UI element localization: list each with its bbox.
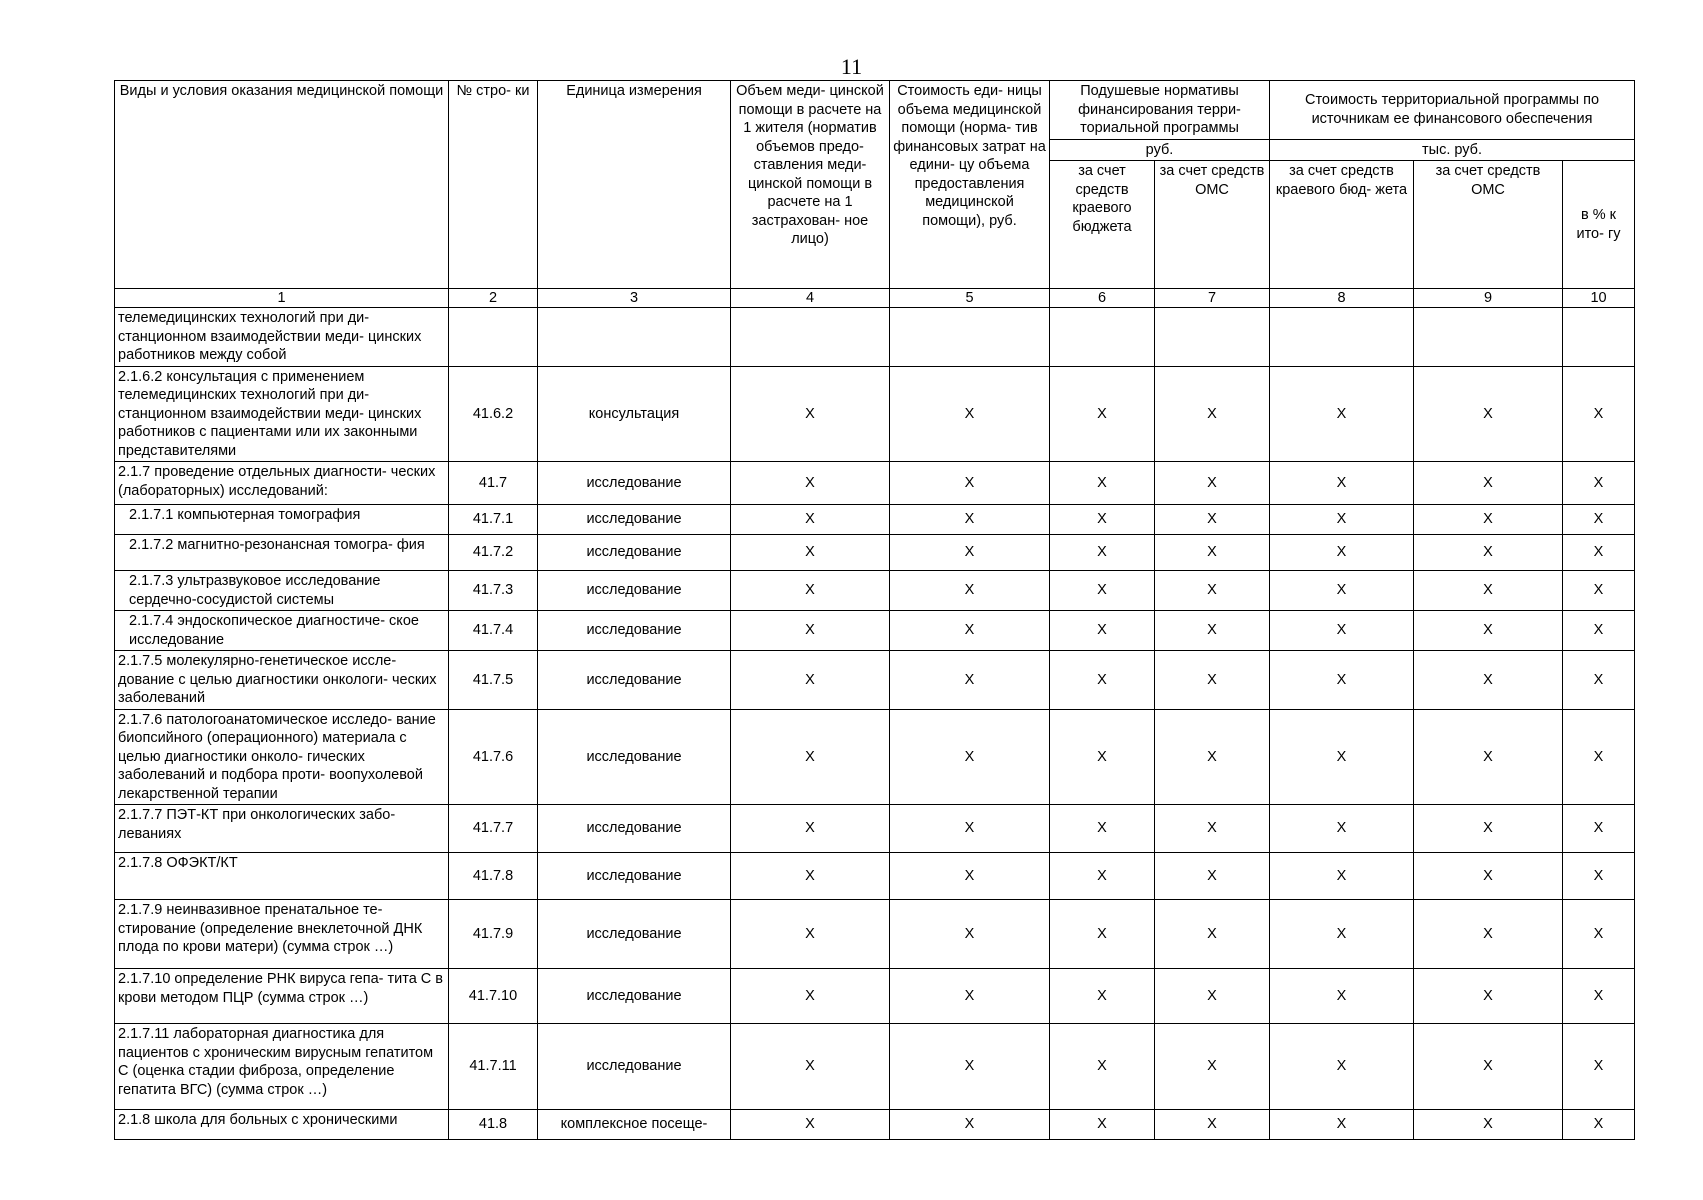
row-value-cell: X bbox=[1414, 571, 1563, 611]
row-value-cell: X bbox=[1155, 1110, 1270, 1140]
row-value-cell: X bbox=[1050, 505, 1155, 535]
row-value-cell: X bbox=[731, 853, 890, 900]
row-value-cell: X bbox=[1563, 709, 1635, 805]
column-number: 7 bbox=[1155, 289, 1270, 308]
row-value-cell: X bbox=[1050, 462, 1155, 505]
row-value-cell: X bbox=[731, 611, 890, 651]
row-value-cell: X bbox=[1050, 900, 1155, 969]
row-unit bbox=[538, 308, 731, 367]
row-value-cell: X bbox=[731, 805, 890, 853]
row-value-cell: X bbox=[890, 462, 1050, 505]
row-description: 2.1.7.5 молекулярно-генетическое иссле- дование с целью диагностики онкологи- ческих заболеваний bbox=[115, 651, 449, 710]
row-value-cell: X bbox=[1563, 651, 1635, 710]
row-value-cell: X bbox=[1414, 366, 1563, 462]
row-value-cell: X bbox=[1563, 1024, 1635, 1110]
row-number: 41.7.10 bbox=[449, 969, 538, 1024]
row-number: 41.7 bbox=[449, 462, 538, 505]
row-value-cell: X bbox=[890, 535, 1050, 571]
table-body bbox=[115, 308, 1635, 1140]
row-unit: исследование bbox=[538, 805, 731, 853]
row-value-cell bbox=[731, 308, 890, 367]
row-description: телемедицинских технологий при ди- станционном взаимодействии меди- цинских работников между собой bbox=[115, 308, 449, 367]
column-number: 3 bbox=[538, 289, 731, 308]
row-unit: исследование bbox=[538, 611, 731, 651]
row-value-cell: X bbox=[1563, 535, 1635, 571]
column-number: 2 bbox=[449, 289, 538, 308]
row-value-cell: X bbox=[890, 505, 1050, 535]
header-program-cost: Стоимость территориальной программы по источникам ее финансового обеспечения bbox=[1270, 81, 1635, 140]
row-number: 41.8 bbox=[449, 1110, 538, 1140]
header-unit: Единица измерения bbox=[538, 81, 731, 289]
row-number: 41.6.2 bbox=[449, 366, 538, 462]
row-value-cell: X bbox=[1050, 709, 1155, 805]
table-row bbox=[115, 462, 1635, 505]
row-value-cell: X bbox=[1270, 853, 1414, 900]
row-value-cell: X bbox=[1155, 1024, 1270, 1110]
row-value-cell: X bbox=[890, 1024, 1050, 1110]
row-value-cell: X bbox=[731, 535, 890, 571]
column-number-row bbox=[115, 289, 1635, 308]
column-number: 6 bbox=[1050, 289, 1155, 308]
medical-care-table bbox=[114, 80, 1635, 1140]
row-value-cell: X bbox=[1155, 900, 1270, 969]
row-number: 41.7.11 bbox=[449, 1024, 538, 1110]
row-value-cell bbox=[890, 308, 1050, 367]
header-oms-norm: за счет средств ОМС bbox=[1155, 161, 1270, 289]
header-row-number: № стро- ки bbox=[449, 81, 538, 289]
row-value-cell: X bbox=[1563, 969, 1635, 1024]
row-value-cell: X bbox=[1270, 900, 1414, 969]
row-description: 2.1.7.10 определение РНК вируса гепа- тита С в крови методом ПЦР (сумма строк …) bbox=[115, 969, 449, 1024]
header-care-type: Виды и условия оказания медицинской помощи bbox=[115, 81, 449, 289]
column-number: 5 bbox=[890, 289, 1050, 308]
row-value-cell: X bbox=[1155, 969, 1270, 1024]
row-value-cell: X bbox=[731, 505, 890, 535]
row-number bbox=[449, 308, 538, 367]
row-value-cell bbox=[1563, 308, 1635, 367]
row-number: 41.7.1 bbox=[449, 505, 538, 535]
row-number: 41.7.3 bbox=[449, 571, 538, 611]
row-value-cell: X bbox=[1270, 505, 1414, 535]
row-value-cell: X bbox=[1050, 571, 1155, 611]
row-value-cell: X bbox=[890, 709, 1050, 805]
row-value-cell: X bbox=[1563, 571, 1635, 611]
row-value-cell bbox=[1155, 308, 1270, 367]
row-value-cell: X bbox=[1270, 1024, 1414, 1110]
row-value-cell: X bbox=[1563, 805, 1635, 853]
row-unit: исследование bbox=[538, 462, 731, 505]
row-value-cell: X bbox=[1050, 969, 1155, 1024]
row-value-cell: X bbox=[1270, 969, 1414, 1024]
row-value-cell: X bbox=[731, 1024, 890, 1110]
table-row bbox=[115, 969, 1635, 1024]
column-number: 10 bbox=[1563, 289, 1635, 308]
column-number: 1 bbox=[115, 289, 449, 308]
header-per-capita-norms: Подушевые нормативы финансирования терри- ториальной программы bbox=[1050, 81, 1270, 140]
row-value-cell: X bbox=[1414, 651, 1563, 710]
row-description: 2.1.7.8 ОФЭКТ/КТ bbox=[115, 853, 449, 900]
table-row bbox=[115, 571, 1635, 611]
row-value-cell: X bbox=[1155, 611, 1270, 651]
row-number: 41.7.5 bbox=[449, 651, 538, 710]
row-value-cell: X bbox=[1270, 611, 1414, 651]
table-row bbox=[115, 1024, 1635, 1110]
row-value-cell: X bbox=[731, 900, 890, 969]
row-value-cell: X bbox=[890, 651, 1050, 710]
row-value-cell: X bbox=[890, 969, 1050, 1024]
row-description: 2.1.7.7 ПЭТ-КТ при онкологических забо- леваниях bbox=[115, 805, 449, 853]
row-unit: исследование bbox=[538, 505, 731, 535]
row-value-cell: X bbox=[1270, 571, 1414, 611]
row-value-cell: X bbox=[1050, 651, 1155, 710]
row-value-cell: X bbox=[1270, 535, 1414, 571]
page-number: 11 bbox=[840, 54, 863, 79]
row-value-cell: X bbox=[1414, 900, 1563, 969]
row-value-cell: X bbox=[890, 1110, 1050, 1140]
row-value-cell: X bbox=[1414, 611, 1563, 651]
row-value-cell: X bbox=[1563, 1110, 1635, 1140]
row-value-cell: X bbox=[1155, 535, 1270, 571]
row-unit: исследование bbox=[538, 900, 731, 969]
row-value-cell: X bbox=[731, 969, 890, 1024]
row-value-cell: X bbox=[1563, 611, 1635, 651]
row-unit: исследование bbox=[538, 651, 731, 710]
row-value-cell: X bbox=[1050, 366, 1155, 462]
row-unit: исследование bbox=[538, 1024, 731, 1110]
row-number: 41.7.2 bbox=[449, 535, 538, 571]
row-value-cell: X bbox=[1155, 505, 1270, 535]
header-percent-of-total: в % к ито- гу bbox=[1563, 161, 1635, 289]
row-value-cell bbox=[1414, 308, 1563, 367]
row-value-cell: X bbox=[1050, 1024, 1155, 1110]
row-value-cell: X bbox=[1414, 1024, 1563, 1110]
row-description: 2.1.7.6 патологоанатомическое исследо- вание биопсийного (операционного) материала с целью диагностики онколо- гических заболеваний и подбора проти- воопухолевой лекарственной терапии bbox=[115, 709, 449, 805]
row-value-cell: X bbox=[1414, 462, 1563, 505]
row-value-cell: X bbox=[1563, 462, 1635, 505]
row-number: 41.7.9 bbox=[449, 900, 538, 969]
row-unit: комплексное посеще- bbox=[538, 1110, 731, 1140]
row-value-cell: X bbox=[731, 709, 890, 805]
row-description: 2.1.8 школа для больных с хроническими bbox=[115, 1110, 449, 1140]
table-row bbox=[115, 505, 1635, 535]
row-value-cell: X bbox=[731, 571, 890, 611]
header-thousand-rub-unit: тыс. руб. bbox=[1270, 139, 1635, 161]
row-value-cell: X bbox=[1155, 366, 1270, 462]
row-value-cell: X bbox=[1414, 805, 1563, 853]
row-value-cell: X bbox=[731, 462, 890, 505]
row-value-cell: X bbox=[1414, 853, 1563, 900]
row-description: 2.1.7 проведение отдельных диагности- ческих (лабораторных) исследований: bbox=[115, 462, 449, 505]
row-number: 41.7.8 bbox=[449, 853, 538, 900]
row-value-cell: X bbox=[1563, 900, 1635, 969]
row-description: 2.1.7.1 компьютерная томография bbox=[115, 505, 449, 535]
column-number: 8 bbox=[1270, 289, 1414, 308]
row-value-cell: X bbox=[1155, 805, 1270, 853]
row-value-cell: X bbox=[1155, 651, 1270, 710]
header-regional-budget-norm: за счет средств краевого бюджета bbox=[1050, 161, 1155, 289]
column-number: 4 bbox=[731, 289, 890, 308]
row-value-cell: X bbox=[890, 900, 1050, 969]
row-unit: исследование bbox=[538, 853, 731, 900]
row-number: 41.7.7 bbox=[449, 805, 538, 853]
row-value-cell: X bbox=[1563, 853, 1635, 900]
row-value-cell: X bbox=[1270, 651, 1414, 710]
row-value-cell: X bbox=[1414, 1110, 1563, 1140]
row-unit: консультация bbox=[538, 366, 731, 462]
row-value-cell bbox=[1270, 308, 1414, 367]
row-unit: исследование bbox=[538, 535, 731, 571]
row-value-cell: X bbox=[1414, 535, 1563, 571]
row-value-cell: X bbox=[731, 1110, 890, 1140]
row-value-cell: X bbox=[1050, 611, 1155, 651]
row-value-cell: X bbox=[1270, 1110, 1414, 1140]
row-value-cell: X bbox=[1050, 853, 1155, 900]
row-value-cell: X bbox=[1563, 505, 1635, 535]
header-rub-unit: руб. bbox=[1050, 139, 1270, 161]
row-description: 2.1.6.2 консультация с применением телемедицинских технологий при ди- станционном взаимодействии меди- цинских работников с пациентами или их законными представителями bbox=[115, 366, 449, 462]
row-description: 2.1.7.4 эндоскопическое диагностиче- ское исследование bbox=[115, 611, 449, 651]
table-row bbox=[115, 853, 1635, 900]
row-value-cell: X bbox=[1050, 805, 1155, 853]
row-unit: исследование bbox=[538, 709, 731, 805]
column-number: 9 bbox=[1414, 289, 1563, 308]
row-description: 2.1.7.3 ультразвуковое исследование сердечно-сосудистой системы bbox=[115, 571, 449, 611]
table-row bbox=[115, 535, 1635, 571]
row-description: 2.1.7.9 неинвазивное пренатальное те- стирование (определение внеклеточной ДНК плода по крови матери) (сумма строк …) bbox=[115, 900, 449, 969]
row-value-cell: X bbox=[1270, 805, 1414, 853]
row-value-cell: X bbox=[1414, 969, 1563, 1024]
row-value-cell: X bbox=[1414, 709, 1563, 805]
row-value-cell: X bbox=[1155, 709, 1270, 805]
row-unit: исследование bbox=[538, 571, 731, 611]
table-row bbox=[115, 651, 1635, 710]
row-value-cell: X bbox=[1050, 1110, 1155, 1140]
row-description: 2.1.7.2 магнитно-резонансная томогра- фия bbox=[115, 535, 449, 571]
row-value-cell: X bbox=[1414, 505, 1563, 535]
row-value-cell: X bbox=[1270, 462, 1414, 505]
table-row bbox=[115, 805, 1635, 853]
header-volume-per-resident: Объем меди- цинской помощи в расчете на 1 жителя (норматив объемов предо- ставления меди- цинской помощи в расчете на 1 застрахован- ное лицо) bbox=[731, 81, 890, 289]
row-value-cell: X bbox=[731, 651, 890, 710]
row-value-cell: X bbox=[890, 366, 1050, 462]
row-value-cell: X bbox=[1050, 535, 1155, 571]
row-value-cell: X bbox=[890, 611, 1050, 651]
table-row bbox=[115, 709, 1635, 805]
header-oms-cost: за счет средств ОМС bbox=[1414, 161, 1563, 289]
table-header bbox=[115, 81, 1635, 308]
row-value-cell: X bbox=[731, 366, 890, 462]
table-row bbox=[115, 611, 1635, 651]
header-regional-budget-cost: за счет средств краевого бюд- жета bbox=[1270, 161, 1414, 289]
row-value-cell: X bbox=[1270, 709, 1414, 805]
table-row bbox=[115, 900, 1635, 969]
row-value-cell: X bbox=[1155, 571, 1270, 611]
table-row bbox=[115, 1110, 1635, 1140]
row-description: 2.1.7.11 лабораторная диагностика для пациентов с хроническим вирусным гепатитом С (оценка стадии фиброза, определение гепатита ВГС) (сумма строк …) bbox=[115, 1024, 449, 1110]
row-value-cell: X bbox=[1155, 462, 1270, 505]
row-unit: исследование bbox=[538, 969, 731, 1024]
header-unit-cost: Стоимость еди- ницы объема медицинской помощи (норма- тив финансовых затрат на едини- цу объема предоставления медицинской помощи), руб. bbox=[890, 81, 1050, 289]
row-number: 41.7.4 bbox=[449, 611, 538, 651]
row-value-cell: X bbox=[1270, 366, 1414, 462]
row-value-cell: X bbox=[1155, 853, 1270, 900]
row-number: 41.7.6 bbox=[449, 709, 538, 805]
row-value-cell bbox=[1050, 308, 1155, 367]
row-value-cell: X bbox=[1563, 366, 1635, 462]
row-value-cell: X bbox=[890, 571, 1050, 611]
table-row bbox=[115, 308, 1635, 367]
row-value-cell: X bbox=[890, 853, 1050, 900]
table-row bbox=[115, 366, 1635, 462]
row-value-cell: X bbox=[890, 805, 1050, 853]
